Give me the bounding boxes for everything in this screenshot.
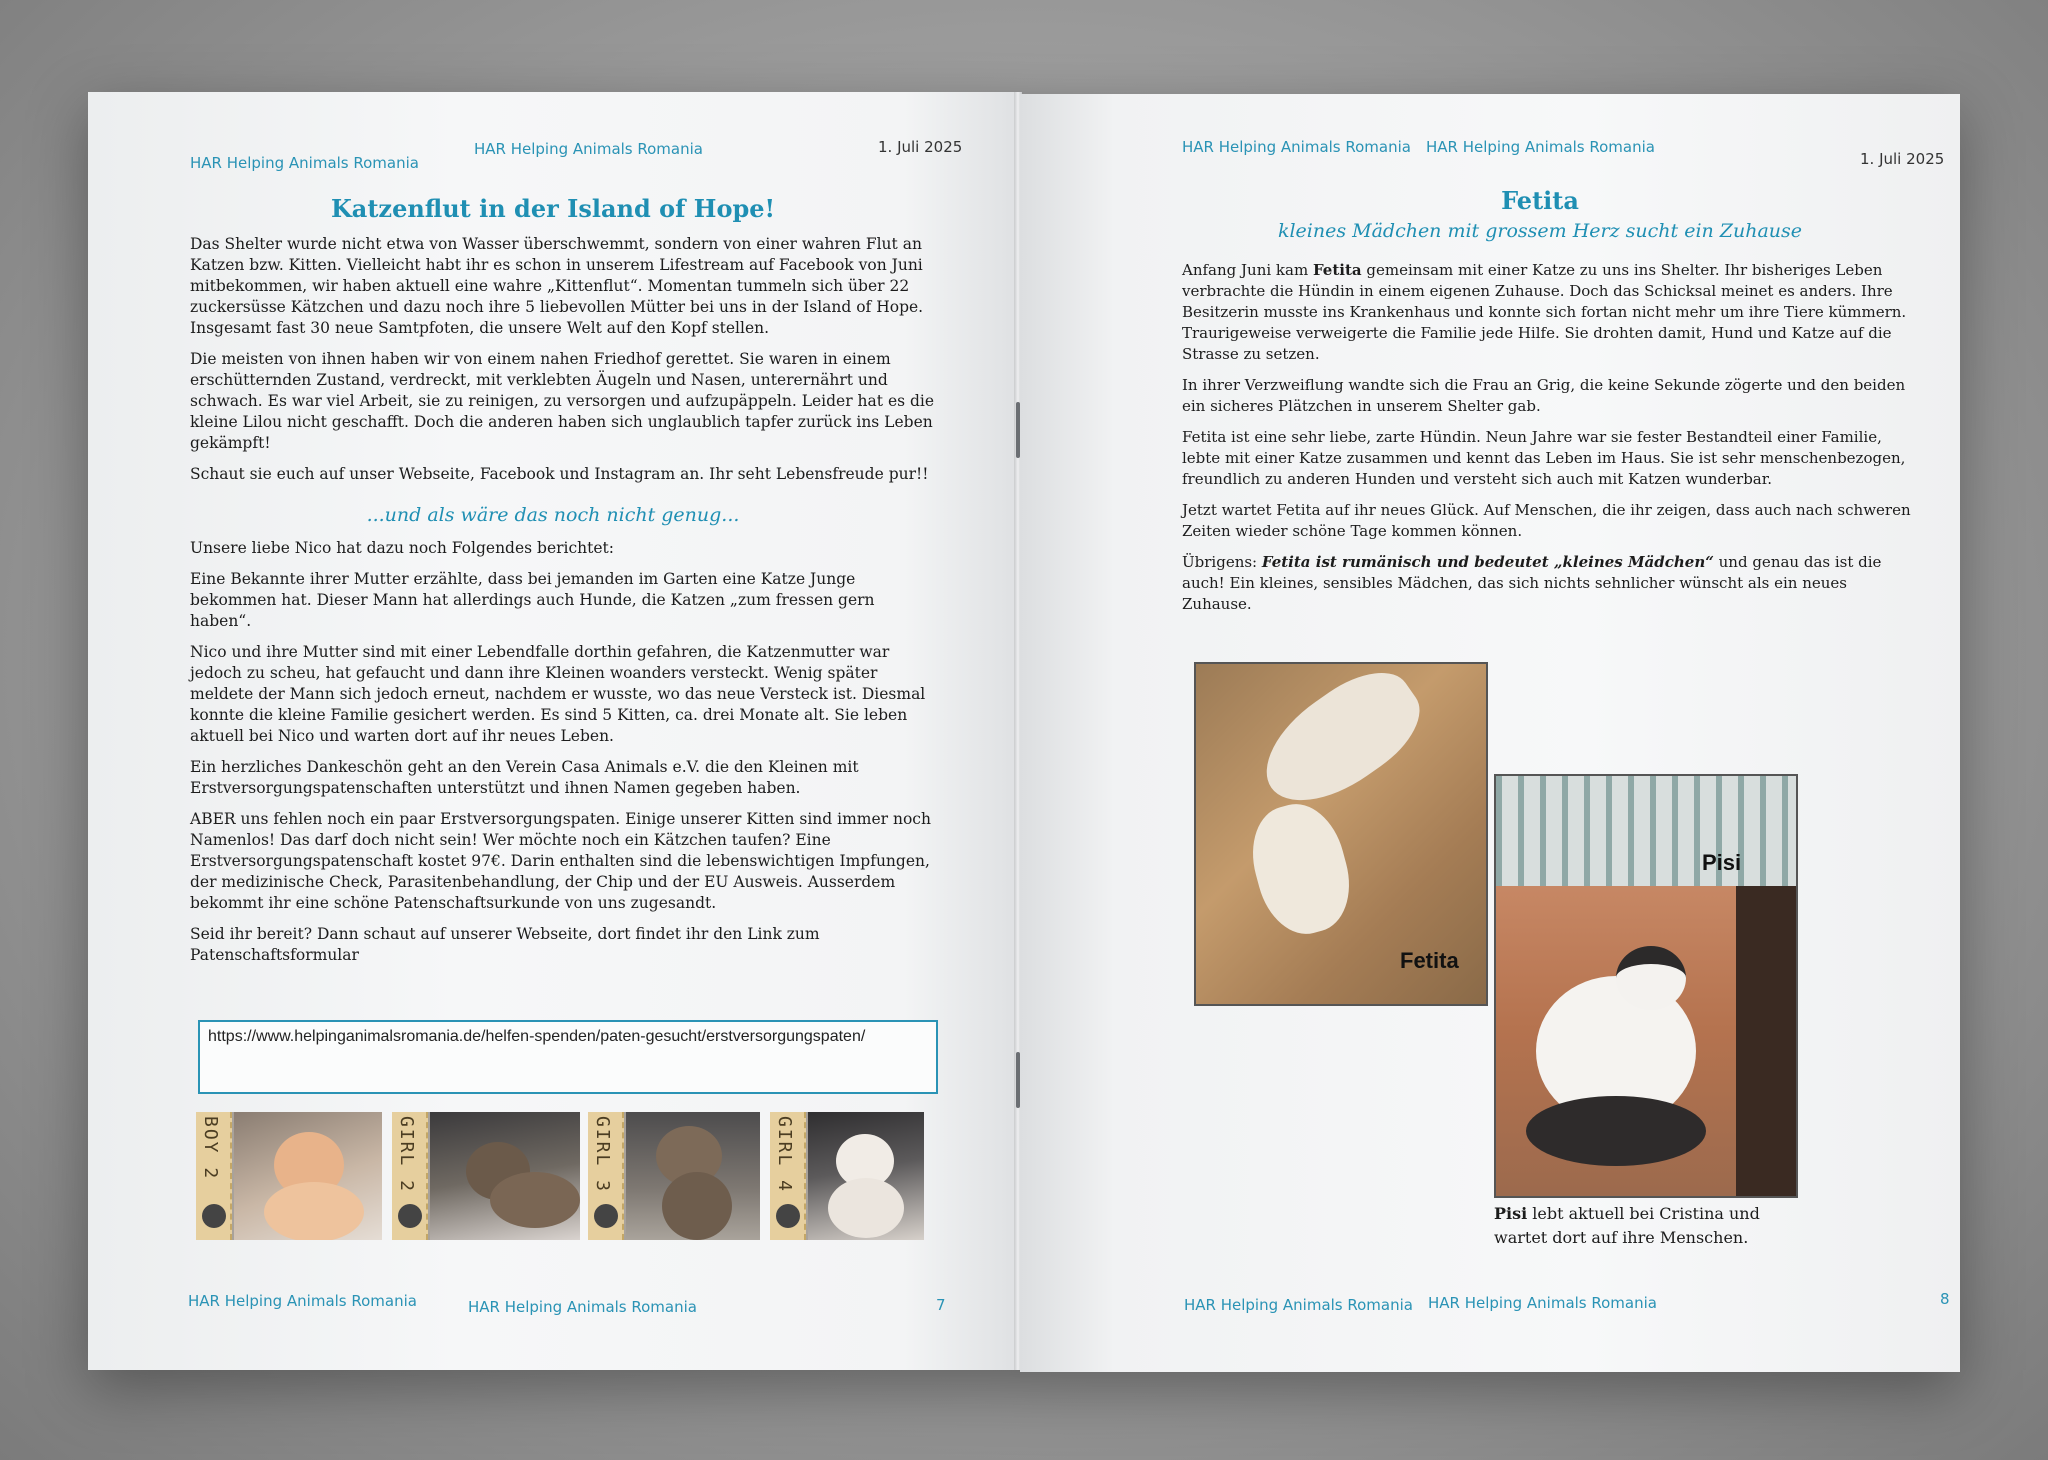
article-subtitle: ...und als wäre das noch nicht genug...	[366, 504, 740, 526]
text-run: Übrigens:	[1182, 553, 1262, 571]
page-number: 8	[1940, 1290, 1950, 1308]
header-brand-2: HAR Helping Animals Romania	[1426, 138, 1655, 156]
kitten-tag-label: GIRL 2	[396, 1116, 417, 1194]
header-date: 1. Juli 2025	[878, 138, 963, 156]
footer-brand-2: HAR Helping Animals Romania	[468, 1298, 697, 1316]
dog-body	[1246, 662, 1437, 825]
caption-text: lebt aktuell bei Cristina und wartet dort auf ihre Menschen.	[1494, 1204, 1760, 1247]
kitten-picture	[626, 1112, 760, 1240]
paragraph: Ein herzliches Dankeschön geht an den Verein Casa Animals e.V. die den Kleinen mit Erstversorgungspatenschaften unterstützt und ihnen Namen gegeben haben.	[190, 758, 859, 797]
article-body	[1182, 260, 1920, 625]
photo-label-fetita: Fetita	[1400, 948, 1459, 973]
photo-pisi	[1494, 774, 1798, 1198]
text-run: Anfang Juni kam	[1182, 261, 1313, 279]
paragraph	[1182, 552, 1920, 615]
cat-head	[1616, 946, 1686, 1010]
kitten-body	[264, 1182, 364, 1240]
kitten-photo-2	[392, 1112, 580, 1240]
kitten-picture	[808, 1112, 924, 1240]
sponsorship-link-box[interactable]	[198, 1020, 938, 1094]
kitten-picture	[234, 1112, 382, 1240]
window-railing	[1496, 776, 1798, 886]
paragraph: Eine Bekannte ihrer Mutter erzählte, dass bei jemanden im Garten eine Katze Junge bekommen hat. Dieser Mann hat allerdings auch Hunde, die Katzen „zum fressen gern haben“.	[190, 570, 875, 630]
paragraph	[1182, 260, 1920, 365]
photo-label-pisi: Pisi	[1702, 850, 1742, 875]
photo-caption	[1494, 1202, 1814, 1250]
kitten-photo-4	[770, 1112, 924, 1240]
kitten-tag-label: GIRL 4	[774, 1116, 795, 1194]
page-left	[88, 92, 1016, 1370]
paragraph: Nico und ihre Mutter sind mit einer Lebendfalle dorthin gefahren, die Katzenmutter war jedoch zu scheu, hat gefaucht und dann ihre Kleinen woanders versteckt. Wenig später meldete der Mann sich jedoch erneut, nachdem er wusste, wo das neue Versteck ist. Diesmal konnte die kleine Familie gesichert werden. Es sind 5 Kitten, ca. drei Monate alt. Sie leben aktuell bei Nico und warten dort auf ihr neues Leben.	[190, 643, 926, 745]
paragraph: Das Shelter wurde nicht etwa von Wasser überschwemmt, sondern von einer wahren Flut an Katzen bzw. Kitten. Vielleicht habt ihr es schon in unserem Lifestream auf Facebook von Juni mitbekommen, wir haben aktuell eine wahre „Kittenflut“. Momentan tummeln sich über 22 zuckersüsse Kätzchen und dazu noch ihre 5 liebevollen Mütter bei uns in der Island of Hope. Insgesamt fast 30 neue Samtpfoten, die unsere Welt auf den Kopf stellen.	[190, 235, 924, 337]
kitten-body	[662, 1172, 732, 1240]
kitten-picture	[430, 1112, 580, 1240]
paragraph: Fetita ist eine sehr liebe, zarte Hündin. Neun Jahre war sie fester Bestandteil einer Familie, lebte mit einer Katze zusammen und kennt das Leben im Haus. Sie ist sehr menschenbezogen, freundlich zu anderen Hunden und versteht sich auch mit Katzen wunderbar.	[1182, 428, 1906, 488]
paragraph: Die meisten von ihnen haben wir von einem nahen Friedhof gerettet. Sie waren in einem erschütternden Zustand, verdreckt, mit verklebten Äugeln und Nasen, unterernährt und schwach. Es war viel Arbeit, sie zu reinigen, zu versorgen und aufzupäppeln. Leider hat es die kleine Lilou nicht geschafft. Doch die anderen haben sich unglaublich tapfer zurück ins Leben gekämpft!	[190, 350, 935, 452]
article-subtitle: kleines Mädchen mit grossem Herz sucht ein Zuhause	[1277, 220, 1803, 242]
page-right	[1020, 94, 1960, 1372]
seal-icon	[776, 1204, 800, 1228]
article-body-2	[190, 538, 936, 976]
article-title: Katzenflut in der Island of Hope!	[330, 194, 776, 223]
article-title: Fetita	[1501, 186, 1579, 215]
seal-icon	[594, 1204, 618, 1228]
footer-brand-2: HAR Helping Animals Romania	[1428, 1294, 1657, 1312]
kitten-photo-3	[588, 1112, 760, 1240]
magazine-spread	[88, 92, 1960, 1370]
kitten-tag-label: BOY 2	[200, 1116, 221, 1181]
paragraph: Unsere liebe Nico hat dazu noch Folgendes berichtet:	[190, 539, 615, 557]
page-number: 7	[936, 1296, 946, 1314]
kitten-photo-1	[196, 1112, 382, 1240]
name-meaning-bold: Fetita ist rumänisch und bedeutet „kleines Mädchen“	[1261, 553, 1714, 571]
caption-cat-name: Pisi	[1494, 1204, 1528, 1223]
text-run: gemeinsam mit einer Katze zu uns ins Shelter. Ihr bisheriges Leben verbrachte die Hündin in einem eigenen Zuhause. Doch das Schicksal meinet es anders. Ihre Besitzerin musste ins Krankenhaus und konnte sich fortan nicht mehr um ihre Tiere kümmern. Traurigeweise verweigerte die Familie jede Hilfe. Sie drohten damit, Hund und Katze auf die Strasse zu setzen.	[1182, 261, 1907, 363]
photo-fetita	[1194, 662, 1488, 1006]
dog-head	[1241, 795, 1362, 944]
article-body-1	[190, 234, 936, 495]
header-brand-1: HAR Helping Animals Romania	[190, 154, 419, 172]
seal-icon	[202, 1204, 226, 1228]
dog-name-bold: Fetita	[1312, 261, 1362, 279]
door-frame	[1736, 886, 1798, 1198]
sponsorship-link[interactable]: https://www.helpinganimalsromania.de/helfen-spenden/paten-gesucht/erstversorgungspaten/	[208, 1028, 866, 1045]
cat-tail	[1526, 1096, 1706, 1166]
kitten-body	[490, 1172, 580, 1228]
kitten-body	[828, 1178, 904, 1238]
footer-brand-1: HAR Helping Animals Romania	[1184, 1296, 1413, 1314]
kitten-name-tag	[770, 1112, 806, 1240]
kitten-name-tag	[392, 1112, 428, 1240]
kitten-tag-label: GIRL 3	[592, 1116, 613, 1194]
kitten-name-tag	[588, 1112, 624, 1240]
header-date: 1. Juli 2025	[1860, 150, 1945, 168]
paragraph: In ihrer Verzweiflung wandte sich die Frau an Grig, die keine Sekunde zögerte und den beiden ein sicheres Plätzchen in unserem Shelter gab.	[1182, 376, 1906, 415]
paragraph: Jetzt wartet Fetita auf ihr neues Glück. Auf Menschen, die ihr zeigen, dass auch nach schweren Zeiten wieder schöne Tage kommen können.	[1182, 501, 1911, 540]
header-brand-1: HAR Helping Animals Romania	[1182, 138, 1411, 156]
paragraph: ABER uns fehlen noch ein paar Erstversorgungspaten. Einige unserer Kitten sind immer noch Namenlos! Das darf doch nicht sein! Wer möchte noch ein Kätzchen taufen? Eine Erstversorgungspatenschaft kostet 97€. Darin enthalten sind die lebenswichtigen Impfungen, der medizinische Check, Parasitenbehandlung, der Chip und der EU Ausweis. Ausserdem bekommt ihr eine schöne Patenschaftsurkunde von uns zugesandt.	[190, 810, 931, 912]
text-run: und genau das ist die auch! Ein kleines, sensibles Mädchen, das sich nichts sehnlicher wünscht als ein neues Zuhause.	[1182, 553, 1882, 613]
seal-icon	[398, 1204, 422, 1228]
header-brand-2: HAR Helping Animals Romania	[474, 140, 703, 158]
paragraph: Schaut sie euch auf unser Webseite, Facebook und Instagram an. Ihr seht Lebensfreude pur!!	[190, 465, 929, 483]
footer-brand-1: HAR Helping Animals Romania	[188, 1292, 417, 1310]
paragraph: Seid ihr bereit? Dann schaut auf unserer Webseite, dort findet ihr den Link zum Patenschaftsformular	[190, 925, 820, 964]
kitten-name-tag	[196, 1112, 232, 1240]
